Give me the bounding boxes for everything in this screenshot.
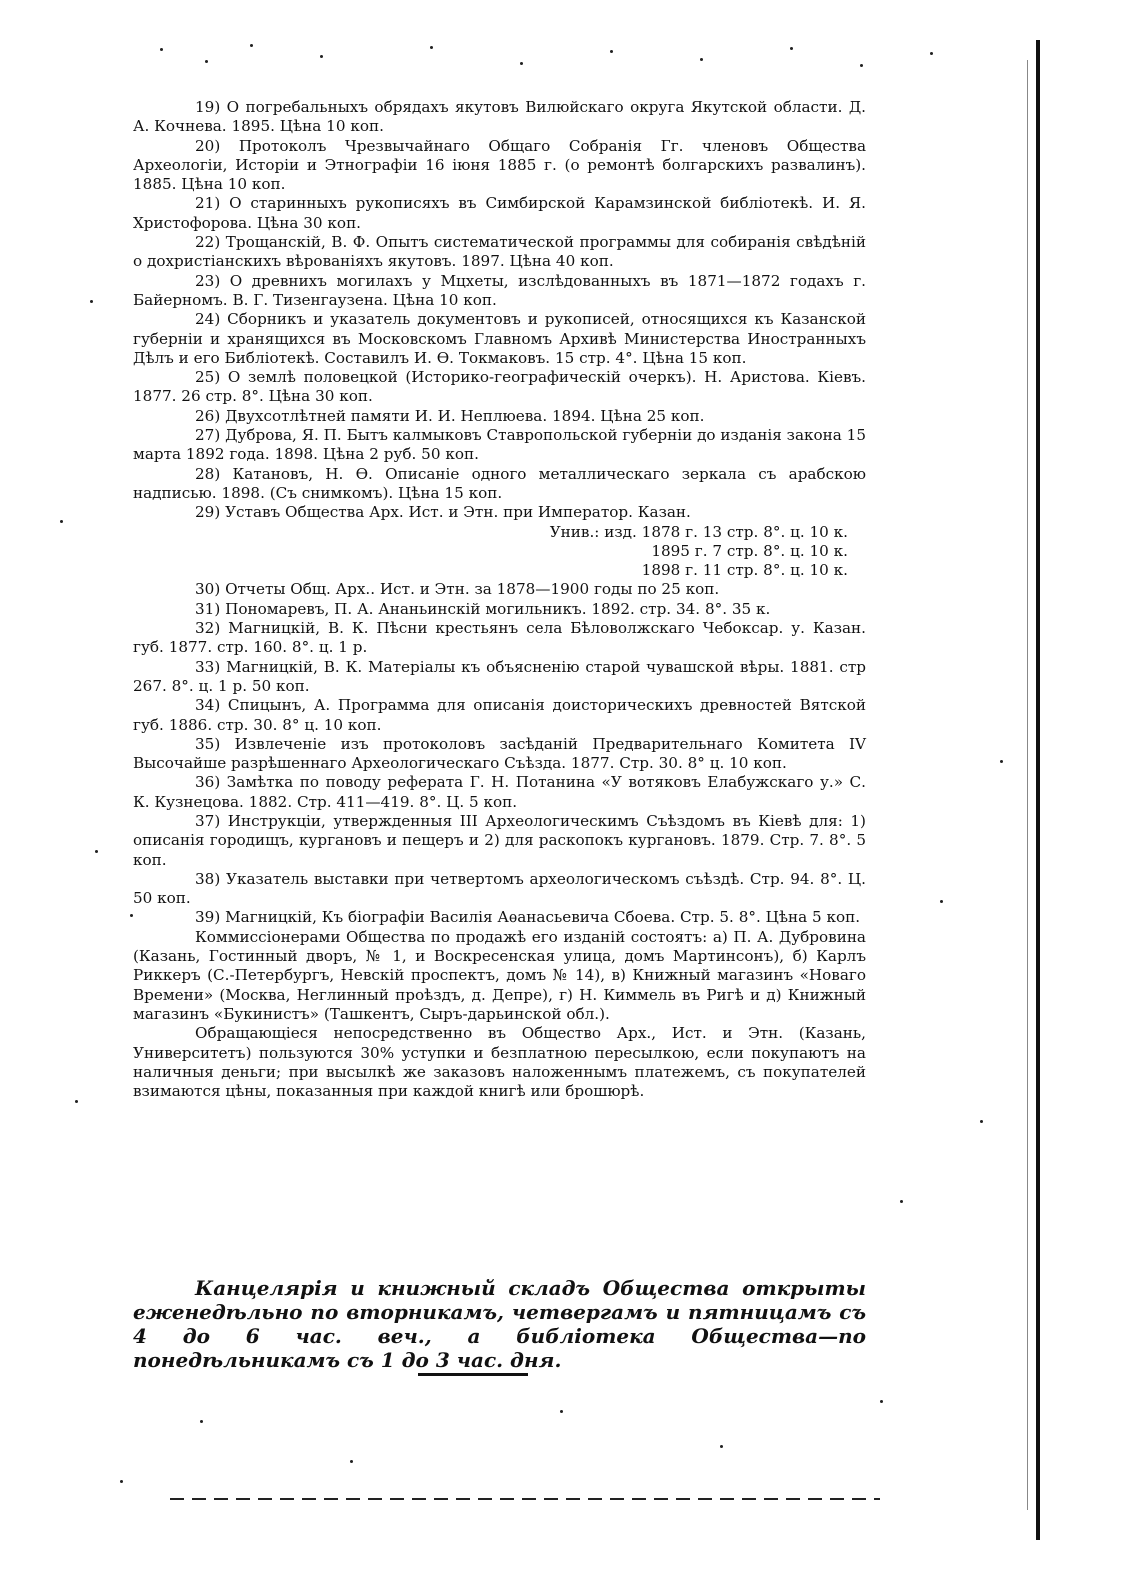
catalog-entry-39: 39) Магницкій, Къ біографіи Василія Аѳанасьевича Сбоева. Стр. 5. 8°. Цѣна 5 коп. <box>195 908 861 927</box>
page-edge-thin-rule <box>1027 60 1028 1510</box>
catalog-entry-26: 26) Двухсотлѣтней памяти И. И. Неплюева. 1894. Цѣна 25 коп. <box>195 406 705 425</box>
ustav-edition-1898: 1898 г. 11 стр. 8°. ц. 10 к. <box>641 561 848 580</box>
page-edge-rule <box>1036 40 1040 1540</box>
catalog-entry-35: 35) Извлеченіе изъ протоколовъ засѣданій Предварительнаго Комитета IV Высочайше разрѣшеннаго Археологическаго Съѣзда. 1877. Стр. 30. 8° ц. 10 коп. <box>133 734 866 773</box>
catalog-entry-29: 29) Уставъ Общества Арх. Ист. и Этн. при Император. Казан. <box>195 503 691 522</box>
ustav-edition-1878: Унив.: изд. 1878 г. 13 стр. 8°. ц. 10 к. <box>549 522 848 541</box>
catalog-entry-27: 27) Дуброва, Я. П. Бытъ калмыковъ Ставропольской губерніи до изданія закона 15 марта 1892 года. 1898. Цѣна 2 руб. 50 коп. <box>133 426 866 464</box>
catalog-column <box>133 98 866 1101</box>
catalog-entry-32: 32) Магницкій, В. К. Пѣсни крестьянъ села Бѣловолжскаго Чебоксар. у. Казан. губ. 1877. стр. 160. 8°. ц. 1 р. <box>133 619 866 657</box>
catalog-entry-20: 20) Протоколъ Чрезвычайнаго Общаго Собранія Гг. членовъ Общества Археологіи, Исторіи и Этнографіи 16 іюня 1885 г. (о ремонтѣ болгарскихъ развалинъ). 1885. Цѣна 10 коп. <box>133 136 866 194</box>
catalog-entry-36: 36) Замѣтка по поводу реферата Г. Н. Потанина «У вотяковъ Елабужскаго у.» С. К. Кузнецова. 1882. Стр. 411—419. 8°. Ц. 5 коп. <box>133 773 866 811</box>
catalog-entry-25: 25) О землѣ половецкой (Историко-географическій очеркъ). Н. Аристова. Кіевъ. 1877. 26 стр. 8°. Цѣна 30 коп. <box>133 368 866 406</box>
catalog-entry-31: 31) Пономаревъ, П. А. Ананьинскій могильникъ. 1892. стр. 34. 8°. 35 к. <box>195 599 771 618</box>
catalog-entry-24: 24) Сборникъ и указатель документовъ и рукописей, относящихся къ Казанской губерніи и хранящихся въ Московскомъ Главномъ Архивѣ Министерства Иностранныхъ Дѣлъ и его Библіотекѣ. Составилъ И. Ѳ. Токмаковъ. 15 стр. 4°. Цѣна 15 коп. <box>133 310 866 367</box>
catalog-entry-19: 19) О погребальныхъ обрядахъ якутовъ Вилюйскаго округа Якутской области. Д. А. Кочнева. 1895. Цѣна 10 коп. <box>133 98 866 136</box>
catalog-entry-30: 30) Отчеты Общ. Арх.. Ист. и Этн. за 1878—1900 годы по 25 коп. <box>195 580 720 599</box>
catalog-entry-34: 34) Спицынъ, А. Программа для описанія доисторическихъ древностей Вятской губ. 1886. стр. 30. 8° ц. 10 коп. <box>133 696 866 734</box>
catalog-entry-22: 22) Трощанскій, В. Ф. Опытъ систематической программы для собиранія свѣдѣній о дохристіанскихъ вѣрованіяхъ якутовъ. 1897. Цѣна 40 коп. <box>133 233 866 271</box>
commissioners-note: Коммиссіонерами Общества по продажѣ его изданій состоятъ: а) П. А. Дубровина (Казань, Гостинный дворъ, № 1, и Воскресенская улица, домъ Мартинсонъ), б) Карлъ Риккеръ (С.-Петербургъ, Невскій проспектъ, домъ № 14), в) Книжный магазинъ «Новаго Времени» (Москва, Неглинный проѣздъ, д. Депре), г) Н. Киммель въ Ригѣ и д) Книжный магазинъ «Букинистъ» (Ташкентъ, Сыръ-дарьинской обл.). <box>133 927 866 1023</box>
catalog-entry-28: 28) Катановъ, Н. Ѳ. Описаніе одного металлическаго зеркала съ арабскою надписью. 1898. (Съ снимкомъ). Цѣна 15 коп. <box>133 464 866 502</box>
ustav-edition-1895: 1895 г. 7 стр. 8°. ц. 10 к. <box>651 541 848 560</box>
office-hours-text: Канцелярія и книжный складъ Общества открыты еженедѣльно по вторникамъ, четвергамъ и пятницамъ съ 4 до 6 час. веч., а библіотека Общества—по понедѣльникамъ съ 1 до 3 час. дня. <box>133 1276 866 1372</box>
end-ornament-rule <box>418 1373 528 1376</box>
catalog-entry-33: 33) Магницкій, В. К. Матеріалы къ объясненію старой чувашской вѣры. 1881. стр 267. 8°. ц. 1 р. 50 коп. <box>133 657 866 695</box>
office-hours-notice <box>133 1276 866 1372</box>
catalog-list <box>133 98 866 523</box>
notes-section <box>133 928 866 1102</box>
bottom-dashed-rule <box>170 1498 880 1500</box>
catalog-entry-38: 38) Указатель выставки при четвертомъ археологическомъ съѣздѣ. Стр. 94. 8°. Ц. 50 коп. <box>133 869 866 908</box>
ustav-editions <box>133 523 866 581</box>
catalog-entry-23: 23) О древнихъ могилахъ у Мцхеты, изслѣдованныхъ въ 1871—1872 годахъ г. Байерномъ. В. Г. Тизенгаузена. Цѣна 10 коп. <box>133 271 866 309</box>
catalog-entry-37: 37) Инструкціи, утвержденныя III Археологическимъ Съѣздомъ въ Кіевѣ для: 1) описанія городищъ, кургановъ и пещеръ и 2) для раскопокъ кургановъ. 1879. Стр. 7. 8°. 5 коп. <box>133 811 866 869</box>
discount-note: Обращающіеся непосредственно въ Общество Арх., Ист. и Этн. (Казань, Университетъ) пользуются 30% уступки и безплатною пересылкою, если покупаютъ на наличныя деньги; при высылкѣ же заказовъ наложеннымъ платежемъ, съ покупателей взимаются цѣны, показанныя при каждой книгѣ или брошюрѣ. <box>133 1024 866 1101</box>
catalog-entry-21: 21) О старинныхъ рукописяхъ въ Симбирской Карамзинской библіотекѣ. И. Я. Христофорова. Цѣна 30 коп. <box>133 194 866 232</box>
catalog-list-continued <box>133 580 866 927</box>
